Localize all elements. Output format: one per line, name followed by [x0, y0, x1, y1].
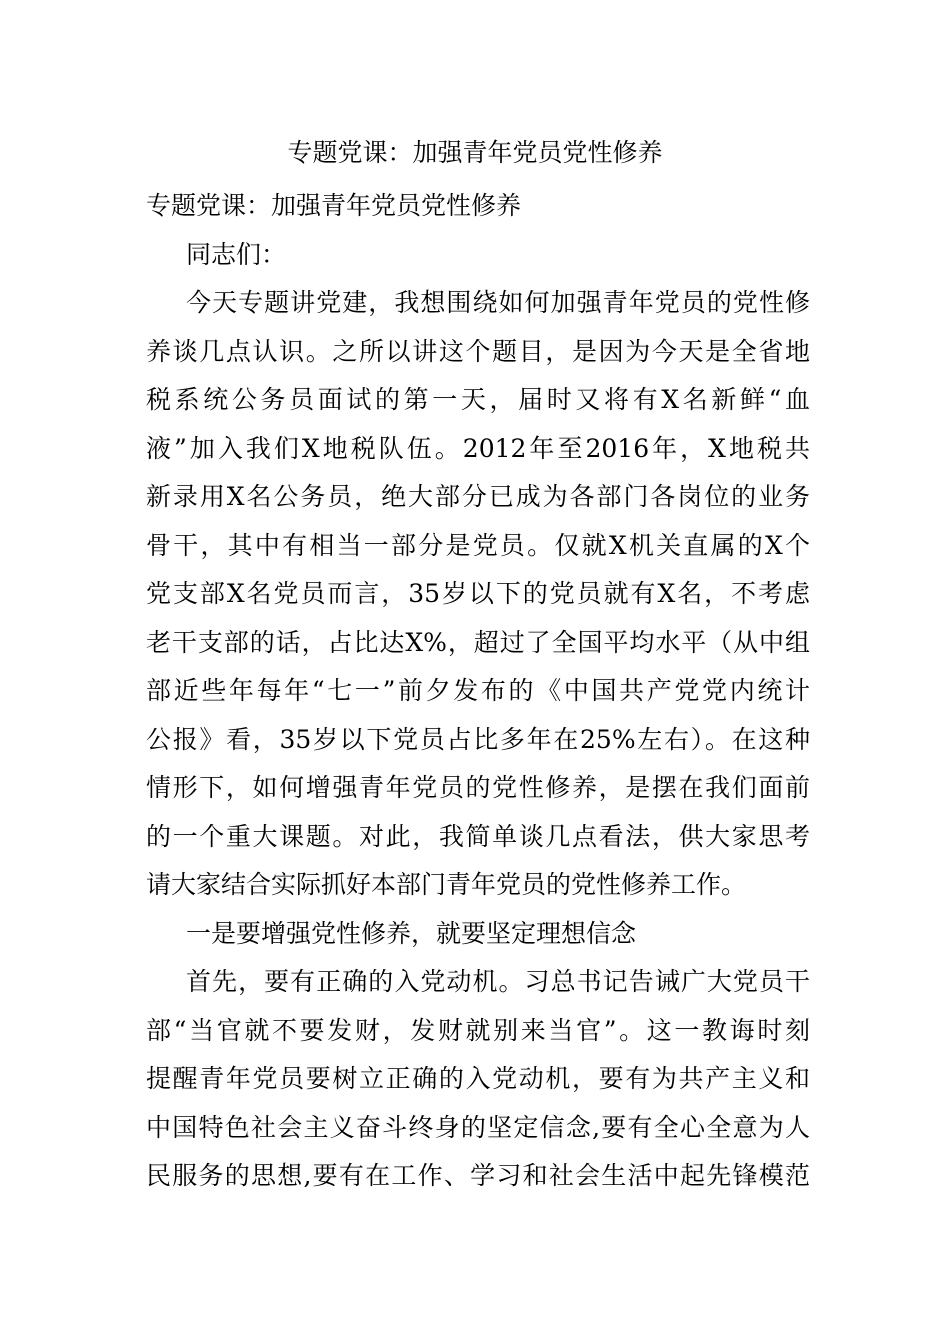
document-title: 专题党课：加强青年党员党性修养 [287, 138, 663, 167]
text-line: 税系统公务员面试的第一天，届时又将有X名新鲜“血 [146, 385, 810, 414]
text-line: 老干支部的话，占比达X%，超过了全国平均水平（从中组 [146, 627, 810, 657]
text-line: 情形下，如何增强青年党员的党性修养，是摆在我们面前 [146, 773, 810, 802]
text-line: 养谈几点认识。之所以讲这个题目，是因为今天是全省地 [146, 336, 810, 366]
text-line: 请大家结合实际抓好本部门青年党员的党性修养工作。 [146, 870, 747, 899]
text-line: 同志们： [186, 239, 287, 269]
document-body [146, 182, 810, 1201]
text-line: 骨干，其中有相当一部分是党员。仅就X机关直属的X个 [146, 530, 810, 560]
text-line: 部近些年每年“七一”前夕发布的《中国共产党党内统计 [146, 676, 810, 705]
text-line: 新录用X名公务员，绝大部分已成为各部门各岗位的业务 [146, 482, 810, 511]
text-line: 今天专题讲党建，我想围绕如何加强青年党员的党性修 [186, 288, 810, 317]
text-line: 一是要增强党性修养，就要坚定理想信念 [186, 918, 637, 948]
text-line: 公报》看，35岁以下党员占比多年在25%左右）。在这种 [146, 724, 810, 754]
text-line: 提醒青年党员要树立正确的入党动机，要有为共产主义和 [146, 1064, 810, 1093]
text-line: 液”加入我们X地税队伍。2012年至2016年，X地税共 [146, 433, 810, 463]
text-line: 专题党课：加强青年党员党性修养 [146, 191, 522, 220]
text-line: 中国特色社会主义奋斗终身的坚定信念,要有全心全意为人 [146, 1112, 810, 1142]
text-line: 部“当官就不要发财，发财就别来当官”。这一教诲时刻 [146, 1015, 810, 1045]
text-line: 首先，要有正确的入党动机。习总书记告诫广大党员干 [186, 967, 810, 996]
text-line: 党支部X名党员而言，35岁以下的党员就有X名，不考虑 [146, 579, 810, 608]
text-line: 民服务的思想,要有在工作、学习和社会生活中起先锋模范 [146, 1161, 810, 1190]
text-line: 的一个重大课题。对此，我简单谈几点看法，供大家思考 [146, 821, 810, 851]
